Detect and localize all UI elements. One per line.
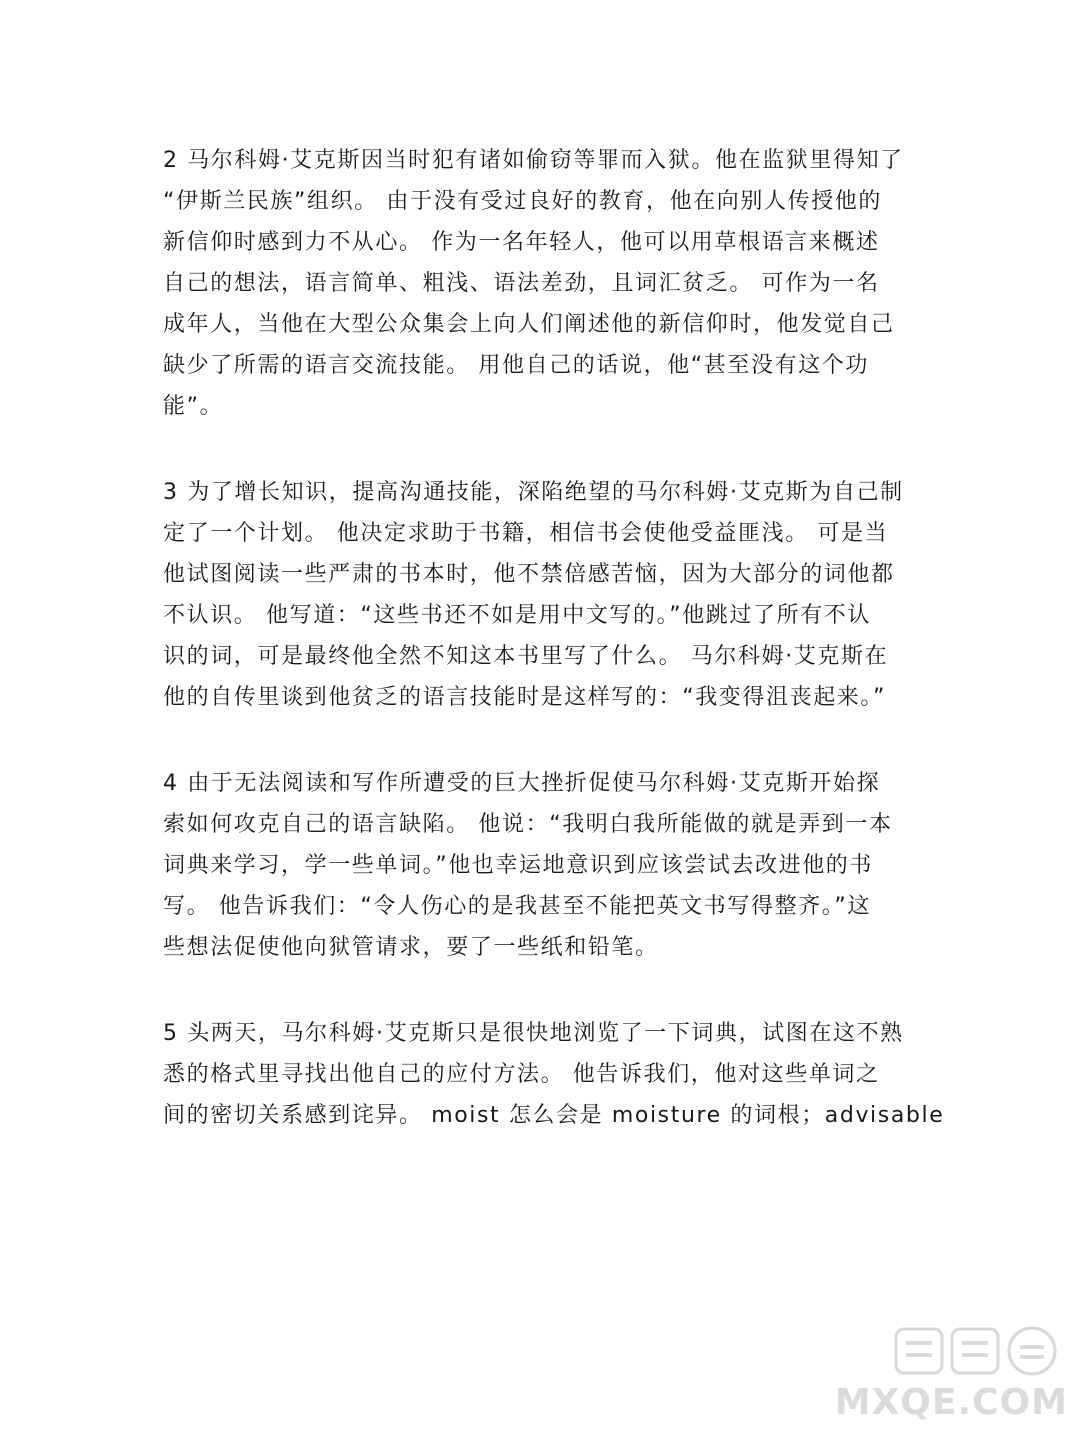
watermark — [834, 1311, 1080, 1431]
text-line: 词典来学习，学一些单词。”他也幸运地意识到应该尝试去改进他的书 — [163, 853, 873, 878]
text-line: 4 由于无法阅读和写作所遭受的巨大挫折促使马尔科姆·艾克斯开始探 — [163, 771, 881, 796]
paragraph-3 — [163, 472, 920, 718]
paragraph-4 — [163, 763, 920, 968]
text-line: 识的词，可是最终他全然不知这本书里写了什么。 马尔科姆·艾克斯在 — [163, 644, 889, 669]
text-line: 成年人，当他在大型公众集会上向人们阐述他的新信仰时，他发觉自己 — [163, 312, 895, 337]
text-line: 些想法促使他向狱管请求，要了一些纸和铅笔。 — [163, 935, 659, 960]
text-line: 他的自传里谈到他贫乏的语言技能时是这样写的：“我变得沮丧起来。” — [163, 685, 886, 710]
text-line: 缺少了所需的语言交流技能。 用他自己的话说，他“甚至没有这个功 — [163, 353, 869, 378]
text-line: 定了一个计划。 他决定求助于书籍，相信书会使他受益匪浅。 可是当 — [163, 521, 889, 546]
text-line: 写。 他告诉我们：“令人伤心的是我甚至不能把英文书写得整齐。”这 — [163, 894, 871, 919]
text-line: “伊斯兰民族”组织。 由于没有受过良好的教育，他在向别人传授他的 — [163, 189, 882, 214]
text-line: 5 头两天，马尔科姆·艾克斯只是很快地浏览了一下词典，试图在这不熟 — [163, 1021, 904, 1046]
text-line: 悉的格式里寻找出他自己的应付方法。 他告诉我们，他对这些单词之 — [163, 1062, 880, 1087]
document-body — [163, 140, 945, 1181]
text-line: 能”。 — [163, 394, 224, 419]
watermark-text: MXQE.COM — [834, 1382, 1068, 1423]
watermark-logo-icon — [892, 1323, 1062, 1379]
text-line: 3 为了增长知识，提高沟通技能，深陷绝望的马尔科姆·艾克斯为自己制 — [163, 480, 904, 505]
text-line: 间的密切关系感到诧异。 moist 怎么会是 moisture 的词根；advisable — [163, 1103, 945, 1128]
text-line: 不认识。 他写道：“这些书还不如是用中文写的。”他跳过了所有不认 — [163, 603, 871, 628]
text-line: 索如何攻克自己的语言缺陷。 他说：“我明白我所能做的就是弄到一本 — [163, 812, 893, 837]
text-line: 新信仰时感到力不从心。 作为一名年轻人，他可以用草根语言来概述 — [163, 230, 880, 255]
text-line: 2 马尔科姆·艾克斯因当时犯有诸如偷窃等罪而入狱。他在监狱里得知了 — [163, 148, 904, 173]
text-line: 他试图阅读一些严肃的书本时，他不禁倍感苦恼，因为大部分的词他都 — [163, 562, 895, 587]
paragraph-5 — [163, 1013, 945, 1136]
text-line: 自己的想法，语言简单、粗浅、语法差劲，且词汇贫乏。 可作为一名 — [163, 271, 880, 296]
paragraph-2 — [163, 140, 920, 427]
